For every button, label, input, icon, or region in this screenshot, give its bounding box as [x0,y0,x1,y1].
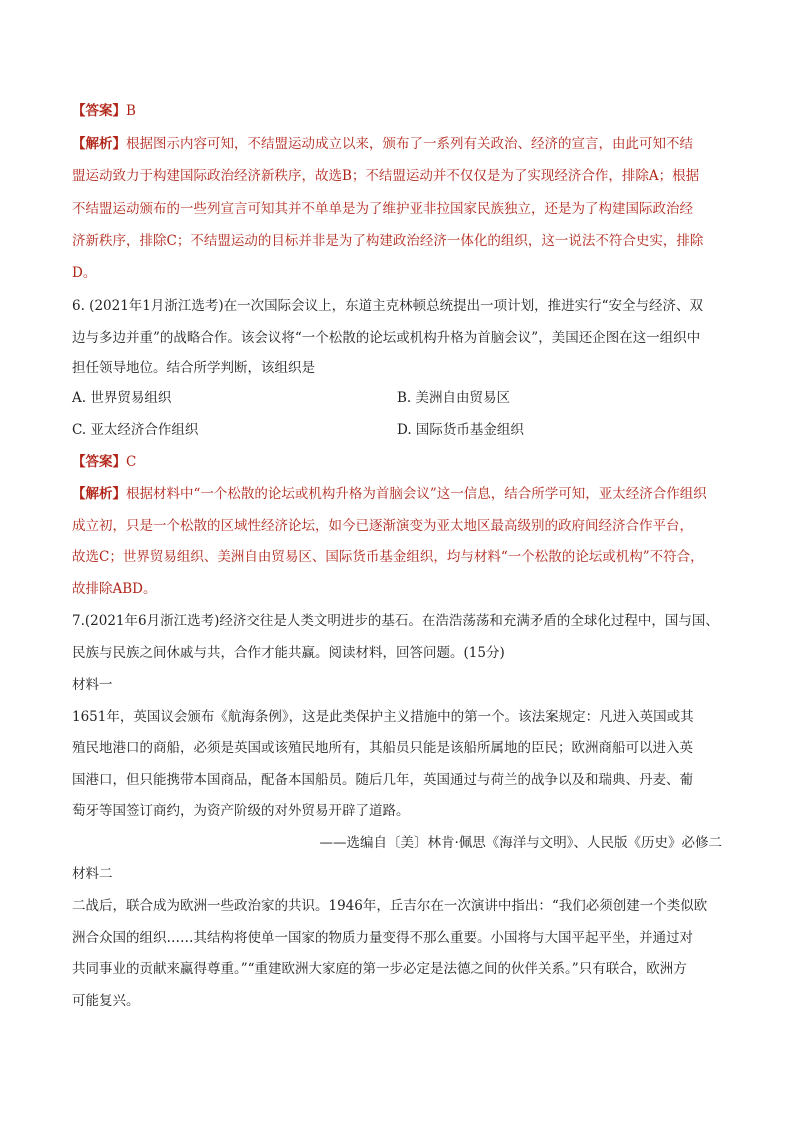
material1-line-3: 国港口，但只能携带本国商品，配备本国船员。随后几年，英国通过与荷兰的战争以及和瑞典、丹麦、葡 [72,772,693,788]
material2-line-3: 共同事业的贡献来赢得尊重。”“重建欧洲大家庭的第一步必定是法德之间的伙伴关系。”只有联合，欧洲方 [72,961,687,977]
q6-stem-line-1: 6. (2021年1月浙江选考)在一次国际会议上，东道主克林顿总统提出一项计划，推进实行“安全与经济、双 [72,298,704,314]
material2-line-1: 二战后，联合成为欧洲一些政治家的共识。1946年，丘吉尔在一次演讲中指出：“我们必须创建一个类似欧 [72,898,708,914]
q7-stem-line-1: 7.(2021年6月浙江选考)经济交往是人类文明进步的基石。在浩浩荡荡和充满矛盾的全球化过程中，国与国、 [72,613,719,629]
material1-source: ——选编自〔美〕林肯·佩思《海洋与文明》、人民版《历史》必修二 [319,835,722,851]
answer-value: C [126,454,137,470]
q6-analysis-line-3: 故选C；世界贸易组织、美洲自由贸易区、国际货币基金组织，均与材料“一个松散的论坛或机构”不符合， [72,549,704,565]
analysis-text: 根据材料中“一个松散的论坛或机构升格为首脑会议”这一信息，结合所学可知，亚太经济合作组织 [126,486,707,502]
q6-analysis-line-2: 成立初，只是一个松散的区域性经济论坛，如今已逐渐演变为亚太地区最高级别的政府间经济合作平台， [72,518,693,534]
q5-analysis-line-2: 盟运动致力于构建国际政治经济新秩序，故选B；不结盟运动并不仅仅是为了实现经济合作，排除A；根据 [72,168,700,184]
q5-analysis-line-4: 济新秩序，排除C；不结盟运动的目标并非是为了构建政治经济一体化的组织，这一说法不符合史实，排除 [72,233,704,249]
answer-value: B [126,103,136,119]
q5-answer [72,101,136,121]
material1-title: 材料一 [72,677,113,693]
material1-line-4: 萄牙等国签订商约，为资产阶级的对外贸易开辟了道路。 [72,803,410,819]
q6-stem-line-2: 边与多边并重”的战略合作。该会议将“一个松散的论坛或机构升格为首脑会议”，美国还企图在这一组织中 [72,330,701,346]
q6-answer [72,452,136,472]
q6-option-a: A. 世界贸易组织 [72,390,172,406]
material1-line-1: 1651年，英国议会颁布《航海条例》，这是此类保护主义措施中的第一个。该法案规定：凡进入英国或其 [72,709,694,725]
analysis-text: 根据图示内容可知，不结盟运动成立以来，颁布了一系列有关政治、经济的宣言，由此可知不结 [126,136,693,152]
material2-line-2: 洲合众国的组织……其结构将使单一国家的物质力量变得不那么重要。小国将与大国平起平坐，并通过对 [72,930,693,946]
analysis-tag: 【解析】 [72,136,126,152]
material1-line-2: 殖民地港口的商船，必须是英国或该殖民地所有，其船员只能是该船所属地的臣民；欧洲商船可以进入英 [72,740,693,756]
q6-option-b: B. 美洲自由贸易区 [397,390,511,406]
answer-tag: 【答案】 [72,103,126,119]
q6-analysis-line-4: 故排除ABD。 [72,581,157,597]
q6-option-d: D. 国际货币基金组织 [397,422,524,438]
q6-analysis-line-1 [72,484,707,504]
material2-line-4: 可能复兴。 [72,993,140,1009]
q5-analysis-line-5: D。 [72,265,97,281]
q5-analysis-line-3: 不结盟运动颁布的一些列宣言可知其并不单单是为了维护亚非拉国家民族独立，还是为了构建国际政治经 [72,201,693,217]
material2-title: 材料二 [72,866,113,882]
answer-tag: 【答案】 [72,454,126,470]
q7-stem-line-2: 民族与民族之间休戚与共，合作才能共赢。阅读材料，回答问题。(15分) [72,645,505,661]
analysis-tag: 【解析】 [72,486,126,502]
q6-option-c: C. 亚太经济合作组织 [72,422,199,438]
q6-stem-line-3: 担任领导地位。结合所学判断，该组织是 [72,360,315,376]
q5-analysis-line-1 [72,134,693,154]
